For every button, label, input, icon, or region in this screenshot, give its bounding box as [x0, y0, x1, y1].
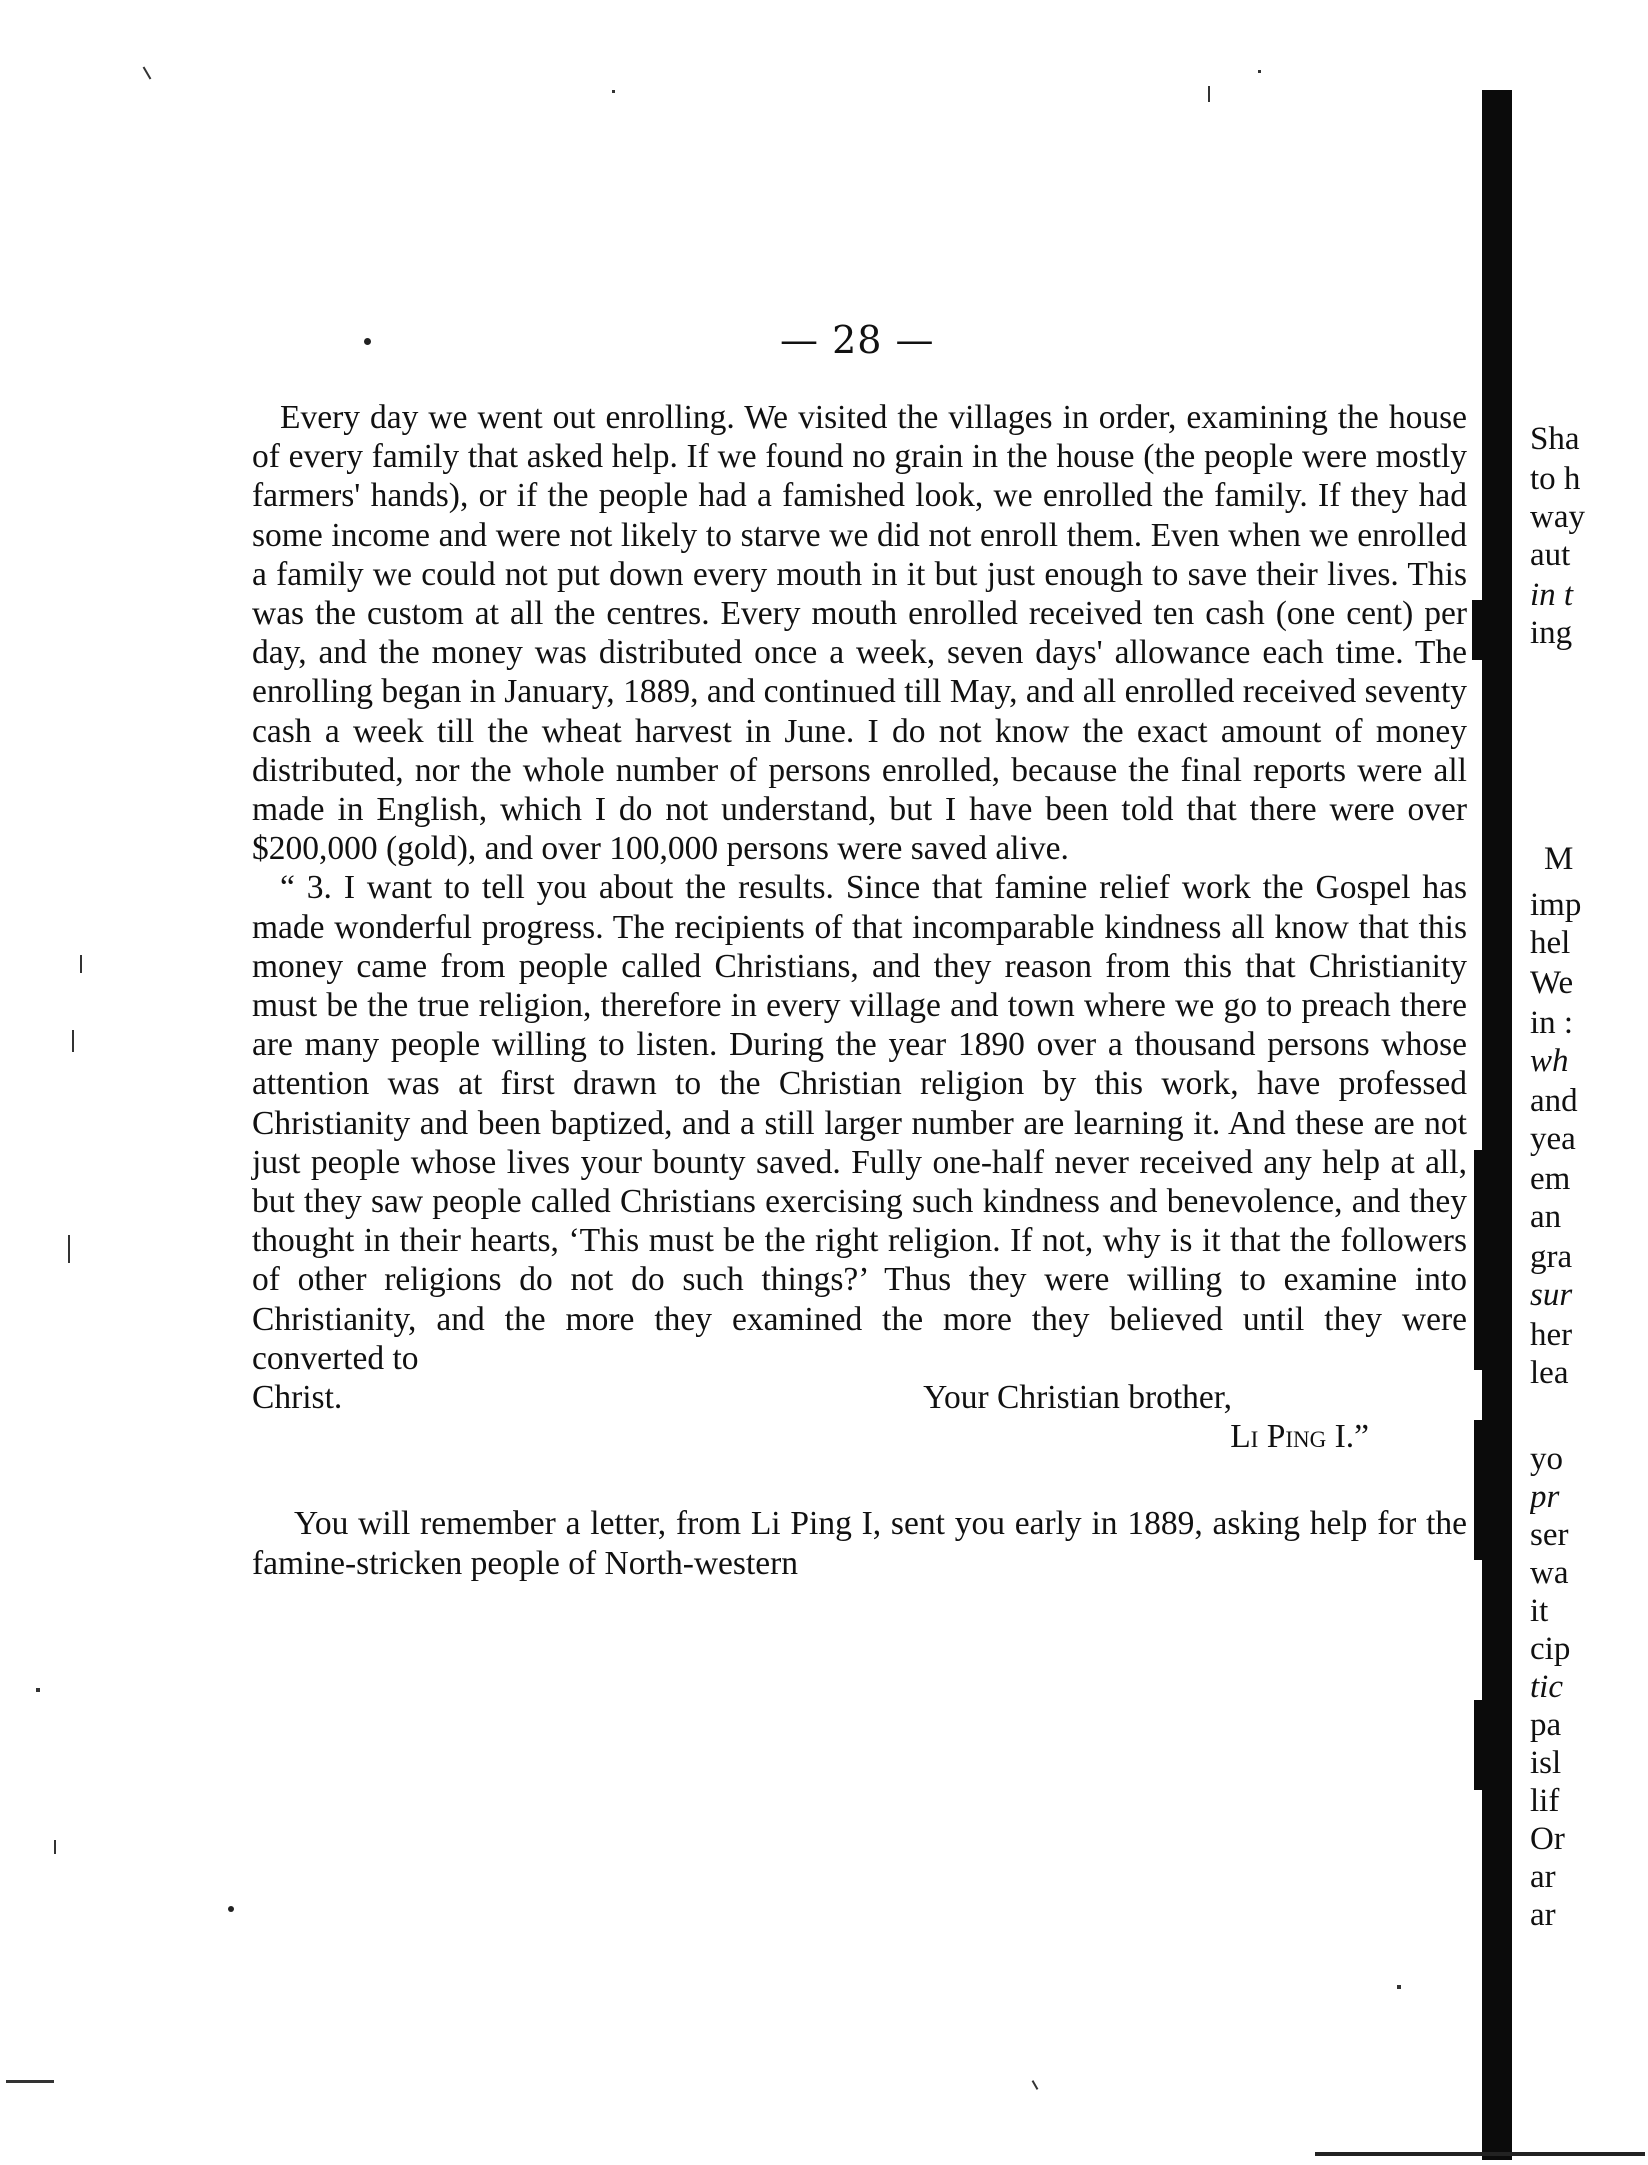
fragment: ar: [1530, 1859, 1556, 1895]
fragment: hel: [1530, 925, 1571, 961]
fragment: yo: [1530, 1441, 1563, 1477]
fragment: lif: [1530, 1783, 1560, 1819]
scan-speck: [54, 1840, 56, 1854]
fragment: in :: [1530, 1005, 1574, 1041]
fragment: aut: [1530, 537, 1571, 573]
fragment: We: [1530, 965, 1574, 1001]
fragment: wh: [1530, 1043, 1569, 1079]
scan-speck: [1397, 1985, 1401, 1989]
scan-speck: [1208, 86, 1210, 102]
binding-edge-shadow: [1474, 1700, 1484, 1790]
scan-speck: [1032, 2080, 1039, 2090]
fragment: to h: [1530, 461, 1581, 497]
fragment: M: [1544, 841, 1574, 877]
page-number: — 28 —: [780, 318, 935, 362]
adjacent-page-fragments: [1530, 0, 1648, 2165]
fragment: Sha: [1530, 421, 1580, 457]
stray-mark: [228, 1906, 234, 1912]
fragment: ar: [1530, 1897, 1556, 1933]
scan-speck: [1258, 70, 1261, 73]
binding-edge-shadow: [1474, 1420, 1484, 1560]
fragment: tic: [1530, 1669, 1563, 1705]
body-text: [252, 398, 1467, 1583]
fragment: in t: [1530, 577, 1574, 613]
fragment: imp: [1530, 887, 1582, 923]
fragment: pr: [1530, 1479, 1560, 1515]
fragment: isl: [1530, 1745, 1562, 1781]
binding-edge-shadow: [1474, 1150, 1484, 1370]
bottom-rule: [1315, 2152, 1645, 2156]
fragment: ser: [1530, 1517, 1569, 1553]
paragraph-1: Every day we went out enrolling. We visited the villages in order, examining the house of every family that asked help. If we found no grain in the house (the people were mostly farmers' hands), or if the people had a famished look, we enrolled the family. If they had some income and were not likely to starve we did not enroll them. Even when we enrolled a family we could not put down every mouth in it but just enough to save their lives. This was the custom at all the centres. Every mouth enrolled received ten cash (one cent) per day, and the money was distributed once a week, seven days' allowance each time. The enrolling began in January, 1889, and continued till May, and all enrolled received seventy cash a week till the wheat harvest in June. I do not know the exact amount of money distributed, nor the whole number of persons enrolled, because the final reports were all made in English, which I do not understand, but I have been told that there were over $200,000 (gold), and over 100,000 persons were saved alive.: [252, 399, 1467, 868]
scan-speck: [72, 1030, 74, 1052]
binding-edge-shadow: [1472, 600, 1482, 660]
scan-speck: [80, 955, 82, 973]
fragment: lea: [1530, 1355, 1569, 1391]
scan-speck: [36, 1688, 40, 1692]
scan-speck: [68, 1235, 70, 1263]
scan-speck: [143, 66, 152, 79]
fragment: Or: [1530, 1821, 1565, 1857]
fragment: and: [1530, 1083, 1578, 1119]
scan-speck: [612, 90, 615, 93]
fragment: her: [1530, 1317, 1573, 1353]
binding-edge: [1482, 90, 1512, 2160]
paragraph-2: “ 3. I want to tell you about the results. Since that famine relief work the Gospel has made wonderful progress. The recipients of that incomparable kindness all know that this money came from people called Christians, and they reason from this that Christianity must be the true religion, therefore in every village and town where we go to preach there are many people willing to listen. During the year 1890 over a thousand persons whose attention was at first drawn to the Christian religion by this work, have professed Christianity and been baptized, and a still larger number are learning it. And these are not just people whose lives your bounty saved. Fully one-half never received any help at all, but they saw people called Christians exercising such kindness and benevolence, and they thought in their hearts, ‘This must be the right religion. If not, why is it that the followers of other religions do not do such things?’ Thus they were willing to examine into Christianity, and the more they examined the more they believed until they were converted to: [252, 869, 1467, 1377]
scan-speck: [6, 2080, 54, 2083]
fragment: sur: [1530, 1277, 1573, 1313]
fragment: cip: [1530, 1631, 1571, 1667]
signer-name: Li Ping I.”: [1230, 1418, 1369, 1456]
following-paragraph: You will remember a letter, from Li Ping I, sent you early in 1889, asking help for the famine-stricken people of North-western: [252, 1505, 1467, 1582]
signature-line: [252, 1378, 1467, 1417]
fragment: an: [1530, 1199, 1562, 1235]
fragment: yea: [1530, 1121, 1576, 1157]
stray-mark: [364, 338, 371, 345]
fragment: it: [1530, 1593, 1549, 1629]
fragment: wa: [1530, 1555, 1569, 1591]
closing: Your Christian brother,: [923, 1379, 1232, 1417]
fragment: gra: [1530, 1239, 1573, 1275]
fragment: em: [1530, 1161, 1571, 1197]
fragment: ing: [1530, 615, 1573, 651]
closing-word: Christ.: [252, 1379, 343, 1417]
fragment: way: [1530, 499, 1585, 535]
fragment: pa: [1530, 1707, 1562, 1743]
